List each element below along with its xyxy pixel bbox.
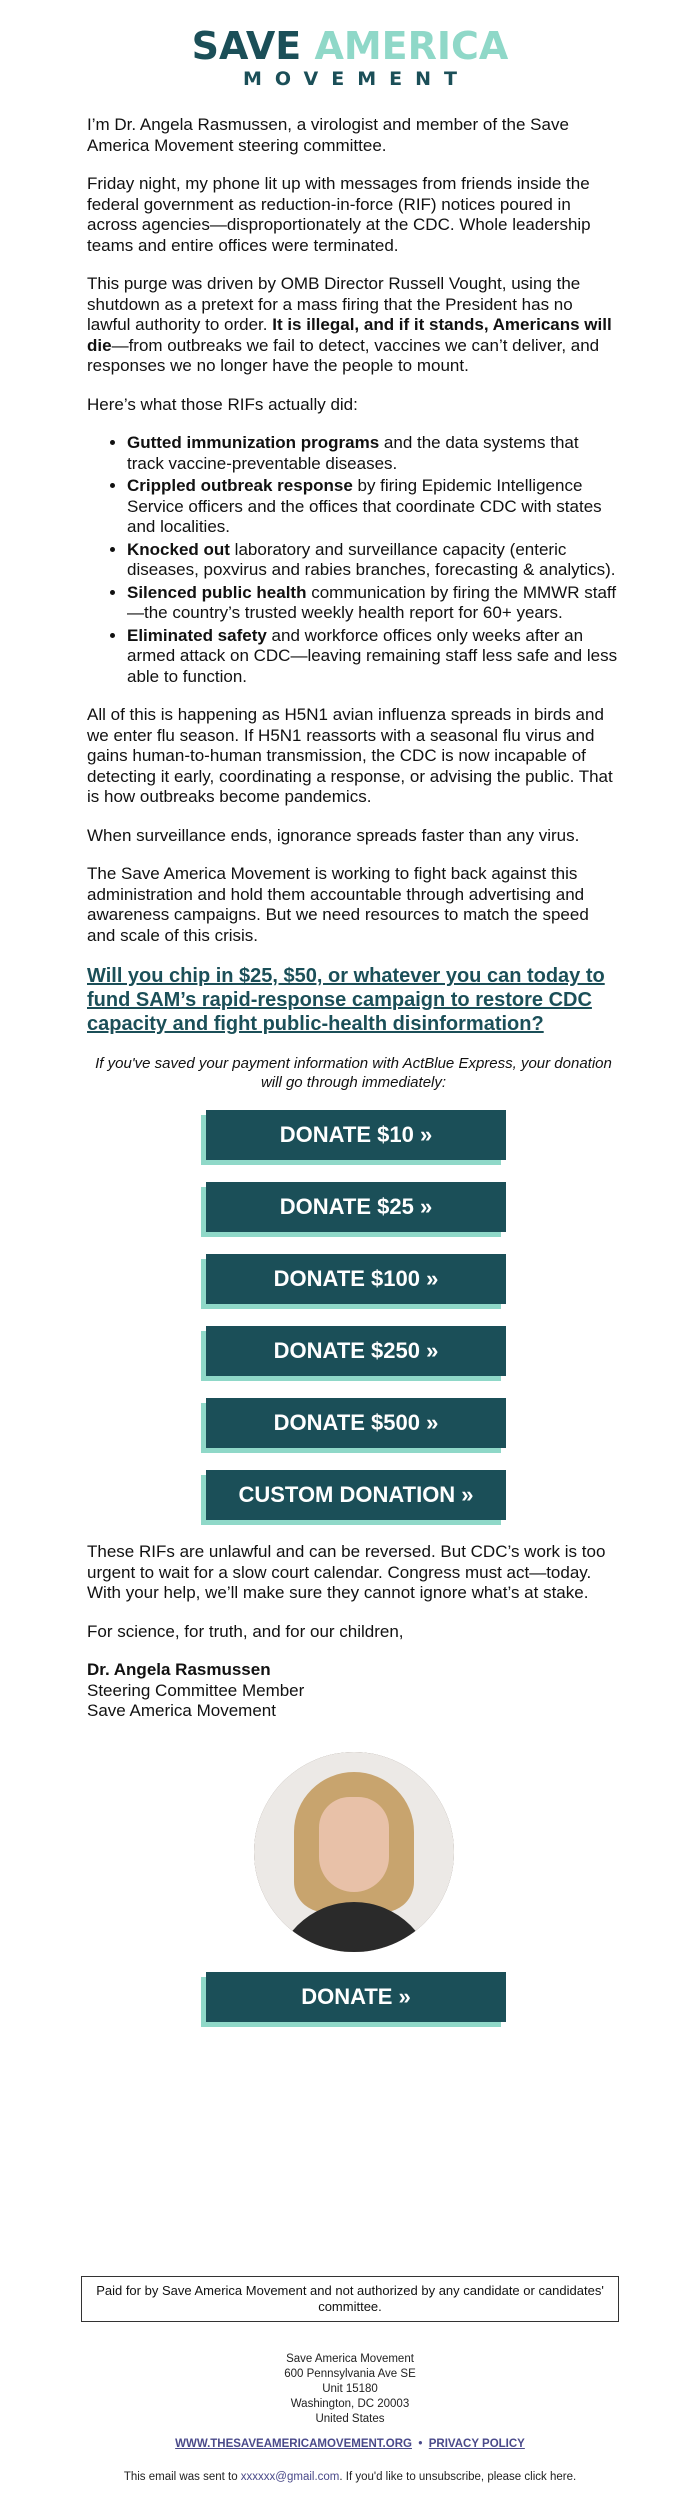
logo-word-save: SAVE — [191, 24, 302, 68]
privacy-policy-link[interactable]: PRIVACY POLICY — [428, 2438, 525, 2450]
list-item: • Eliminated safety and workforce offices only weeks after an armed attack on CDC—leaving remaining staff less safe and less able to function. — [127, 626, 620, 688]
rif-impact-list — [87, 433, 620, 687]
signature — [87, 1660, 620, 1722]
paragraph-3: Here’s what those RIFs actually did: — [87, 394, 358, 414]
custom-donation-button[interactable]: CUSTOM DONATION » — [206, 1470, 506, 1520]
paragraph-5: When surveillance ends, ignorance spreads faster than any virus. — [87, 825, 580, 845]
logo — [0, 26, 700, 90]
unsubscribe-line: This email was sent to xxxxxx@gmail.com. If you'd like to unsubscribe, please click here. — [123, 2471, 577, 2483]
logo-word-america: AMERICA — [314, 24, 509, 68]
paragraph-2: This purge was driven by OMB Director Russell Vought, using the shutdown as a pretext for a mass firing that the President has no lawful authority to order. It is illegal, and if it stands, Americans will die—from outbreaks we fail to detect, vaccines we can’t deliver, and responses we no longer have the people to mount. — [87, 274, 612, 375]
mailing-address: Save America Movement 600 Pennsylvania Ave SE Unit 15180 Washington, DC 20003 United States — [284, 2353, 416, 2425]
final-donate-button[interactable]: DONATE » — [206, 1972, 506, 2022]
signature-name: Dr. Angela Rasmussen — [87, 1660, 271, 1679]
donate-250-button[interactable]: DONATE $250 » — [206, 1326, 506, 1376]
list-item: • Gutted immunization programs and the data systems that track vaccine-preventable diseases. — [127, 433, 620, 474]
donate-500-button[interactable]: DONATE $500 » — [206, 1398, 506, 1448]
unsubscribe-link[interactable]: . If you'd like to unsubscribe, please click here. — [339, 2471, 577, 2483]
donate-10-button[interactable]: DONATE $10 » — [206, 1110, 506, 1160]
signature-org: Save America Movement — [87, 1701, 276, 1720]
website-link[interactable]: WWW.THESAVEAMERICAMOVEMENT.ORG — [175, 2438, 412, 2450]
actblue-note: If you've saved your payment information with ActBlue Express, your donation will go through immediately: — [95, 1055, 612, 1091]
intro-paragraph: I’m Dr. Angela Rasmussen, a virologist and member of the Save America Movement steering committee. — [87, 115, 569, 155]
donate-25-button[interactable]: DONATE $25 » — [206, 1182, 506, 1232]
paragraph-7: These RIFs are unlawful and can be reversed. But CDC’s work is too urgent to wait for a slow court calendar. Congress must act—today. With your help, we’ll make sure they cannot ignore what’s at stake. — [87, 1542, 606, 1602]
donation-ask-link[interactable]: Will you chip in $25, $50, or whatever you can today to fund SAM’s rapid-response campaign to restore CDC capacity and fight public-health disinformation? — [87, 965, 605, 1035]
paragraph-6: The Save America Movement is working to fight back against this administration and hold them accountable through advertising and awareness campaigns. But we need resources to match the speed and scale of this crisis. — [87, 864, 589, 945]
link-separator: • — [418, 2438, 423, 2450]
paragraph-4: All of this is happening as H5N1 avian influenza spreads in birds and we enter flu season. If H5N1 reassorts with a seasonal flu virus and gains human-to-human transmission, the CDC is now incapable of detecting it early, coordinating a response, or advising the public. That is how outbreaks become pandemics. — [87, 705, 613, 806]
list-item: • Knocked out laboratory and surveillance capacity (enteric diseases, poxvirus and rabies branches, forecasting & analytics). — [127, 540, 620, 581]
logo-word-movement: MOVEMENT — [243, 68, 470, 90]
paid-for-disclaimer: Paid for by Save America Movement and not authorized by any candidate or candidates' committee. — [81, 2276, 619, 2322]
logo-wordmark — [0, 26, 700, 66]
donate-100-button[interactable]: DONATE $100 » — [206, 1254, 506, 1304]
email-body — [87, 115, 620, 2044]
signature-title: Steering Committee Member — [87, 1680, 305, 1700]
recipient-email: xxxxxx@gmail.com — [240, 2471, 340, 2483]
author-photo — [254, 1752, 454, 1952]
list-item: • Crippled outbreak response by firing Epidemic Intelligence Service officers and the offices that coordinate CDC with states and localities. — [127, 476, 620, 538]
list-item: • Silenced public health communication by firing the MMWR staff—the country’s trusted weekly health report for 60+ years. — [127, 583, 620, 624]
footer-links — [0, 2438, 700, 2450]
paragraph-1: Friday night, my phone lit up with messages from friends inside the federal government as reduction-in-force (RIF) notices poured in across agencies—disproportionately at the CDC. Whole leadership teams and entire offices were terminated. — [87, 174, 591, 255]
paragraph-8: For science, for truth, and for our children, — [87, 1621, 404, 1641]
